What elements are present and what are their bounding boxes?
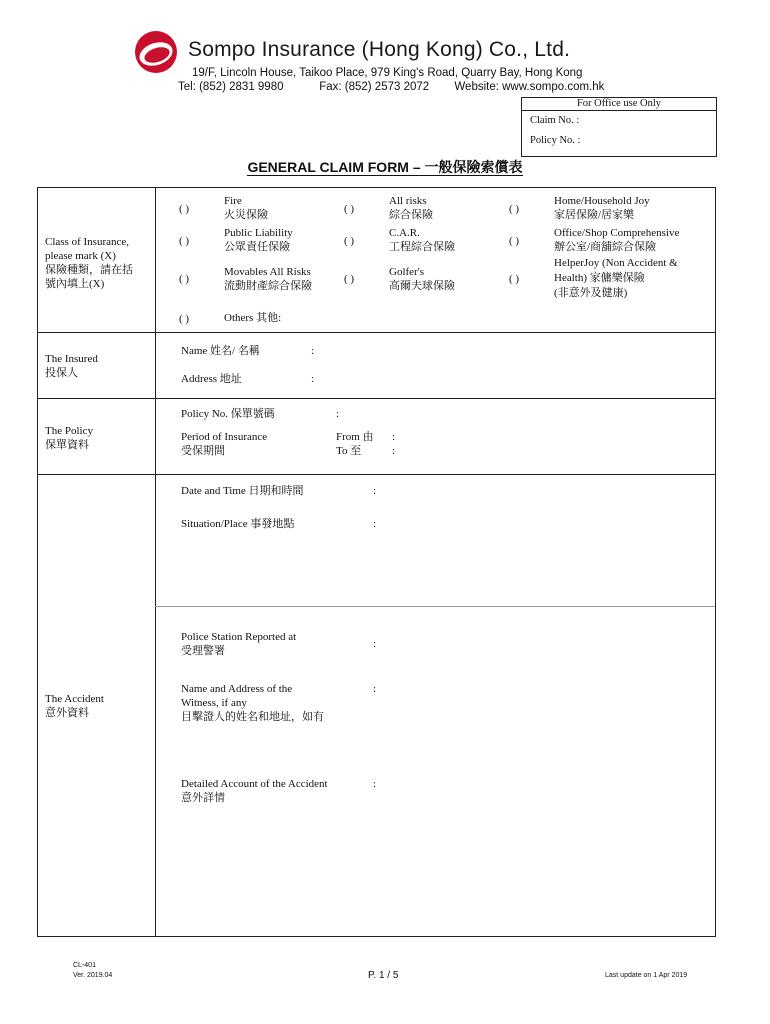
witness-label-1: Name and Address of the bbox=[181, 683, 293, 695]
car-label-zh: 工程綜合保險 bbox=[389, 241, 455, 253]
witness-label-zh: 目擊證人的姓名和地址，如有 bbox=[181, 711, 324, 723]
class-label-zh-2: 號內填上(X) bbox=[45, 278, 105, 290]
insured-name-label: Name 姓名/ 名稱 bbox=[181, 345, 260, 357]
helperjoy-label-3: (非意外及健康) bbox=[554, 287, 628, 299]
date-time-field[interactable]: : bbox=[373, 485, 377, 497]
fire-checkbox[interactable]: ( ) bbox=[179, 203, 190, 215]
police-label-zh: 受理警署 bbox=[181, 645, 225, 657]
others-label: Others 其他: bbox=[224, 312, 282, 324]
golfer-label: Golfer's bbox=[389, 266, 424, 278]
claim-form-table bbox=[37, 187, 716, 937]
police-field[interactable]: : bbox=[373, 638, 377, 650]
insured-address-label: Address 地址 bbox=[181, 373, 242, 385]
page-number: P. 1 / 5 bbox=[368, 970, 399, 981]
policy-no-input[interactable]: : bbox=[336, 408, 340, 420]
golfer-label-zh: 高爾夫球保險 bbox=[389, 280, 455, 292]
sompo-logo-icon bbox=[134, 30, 178, 74]
contact-line bbox=[178, 81, 604, 93]
detail-label: Detailed Account of the Accident bbox=[181, 778, 328, 790]
home-label-zh: 家居保險/居家樂 bbox=[554, 209, 635, 221]
form-code: CL-401 bbox=[73, 962, 96, 969]
insured-address-field[interactable]: : bbox=[311, 373, 315, 385]
fire-label-zh: 火災保險 bbox=[224, 209, 268, 221]
insured-label-zh: 投保人 bbox=[45, 367, 78, 379]
date-time-label: Date and Time 日期和時間 bbox=[181, 485, 304, 497]
allrisks-label: All risks bbox=[389, 195, 427, 207]
period-to-label: To 至 bbox=[336, 445, 362, 457]
car-label: C.A.R. bbox=[389, 227, 420, 239]
period-from-label: From 由 bbox=[336, 431, 374, 443]
allrisks-checkbox[interactable]: ( ) bbox=[344, 203, 355, 215]
helperjoy-checkbox[interactable]: ( ) bbox=[509, 273, 520, 285]
last-update: Last update on 1 Apr 2019 bbox=[605, 972, 688, 979]
period-to-field[interactable]: : bbox=[392, 445, 396, 457]
policy-label: The Policy bbox=[45, 425, 93, 437]
car-checkbox[interactable]: ( ) bbox=[344, 235, 355, 247]
place-field[interactable]: : bbox=[373, 518, 377, 530]
fire-label: Fire bbox=[224, 195, 242, 207]
public-liability-label-zh: 公眾責任保險 bbox=[224, 241, 290, 253]
office-shop-label-zh: 辦公室/商舖綜合保險 bbox=[554, 241, 657, 253]
claim-no-field[interactable]: Claim No. : bbox=[530, 115, 580, 126]
period-label-zh: 受保期間 bbox=[181, 445, 225, 457]
class-label-en-2: please mark (X) bbox=[45, 250, 116, 262]
witness-label-2: Witness, if any bbox=[181, 697, 247, 709]
fax-number: Fax: (852) 2573 2072 bbox=[319, 81, 430, 93]
public-liability-checkbox[interactable]: ( ) bbox=[179, 235, 190, 247]
witness-field[interactable]: : bbox=[373, 683, 377, 695]
office-use-box bbox=[521, 97, 717, 157]
movables-label: Movables All Risks bbox=[224, 266, 311, 278]
insured-name-field[interactable]: : bbox=[311, 345, 315, 357]
allrisks-label-zh: 綜合保險 bbox=[389, 209, 433, 221]
form-version: Ver. 2019.04 bbox=[73, 972, 113, 979]
place-label: Situation/Place 事發地點 bbox=[181, 518, 295, 530]
movables-label-zh: 流動財產綜合保險 bbox=[224, 280, 312, 292]
others-checkbox[interactable]: ( ) bbox=[179, 313, 190, 325]
public-liability-label: Public Liability bbox=[224, 227, 293, 239]
home-label: Home/Household Joy bbox=[554, 195, 650, 207]
detail-field[interactable]: : bbox=[373, 778, 377, 790]
office-shop-label: Office/Shop Comprehensive bbox=[554, 227, 680, 239]
accident-label-zh: 意外資料 bbox=[45, 707, 89, 719]
form-title: GENERAL CLAIM FORM – 一般保險索償表 bbox=[247, 159, 523, 175]
movables-checkbox[interactable]: ( ) bbox=[179, 273, 190, 285]
helperjoy-label-2: Health) 家傭樂保險 bbox=[554, 272, 645, 284]
detail-label-zh: 意外詳情 bbox=[181, 792, 225, 804]
class-label-zh-1: 保險種類，請在括 bbox=[45, 264, 133, 276]
class-label-en-1: Class of Insurance, bbox=[45, 236, 130, 248]
golfer-checkbox[interactable]: ( ) bbox=[344, 273, 355, 285]
accident-label: The Accident bbox=[45, 693, 104, 705]
police-label: Police Station Reported at bbox=[181, 631, 297, 643]
policy-no-field[interactable]: Policy No. : bbox=[530, 135, 581, 146]
home-checkbox[interactable]: ( ) bbox=[509, 203, 520, 215]
office-shop-checkbox[interactable]: ( ) bbox=[509, 235, 520, 247]
helperjoy-label-1: HelperJoy (Non Accident & bbox=[554, 257, 678, 269]
insured-label: The Insured bbox=[45, 353, 98, 365]
website: Website: www.sompo.com.hk bbox=[454, 81, 605, 93]
policy-label-zh: 保單資料 bbox=[45, 439, 89, 451]
period-from-field[interactable]: : bbox=[392, 431, 396, 443]
policy-no-label: Policy No. 保單號碼 bbox=[181, 408, 275, 420]
office-use-heading: For Office use Only bbox=[522, 98, 716, 111]
tel-number: Tel: (852) 2831 9980 bbox=[178, 81, 284, 93]
company-name: Sompo Insurance (Hong Kong) Co., Ltd. bbox=[188, 38, 571, 61]
period-label: Period of Insurance bbox=[181, 431, 268, 443]
company-address: 19/F, Lincoln House, Taikoo Place, 979 King's Road, Quarry Bay, Hong Kong bbox=[192, 67, 583, 79]
